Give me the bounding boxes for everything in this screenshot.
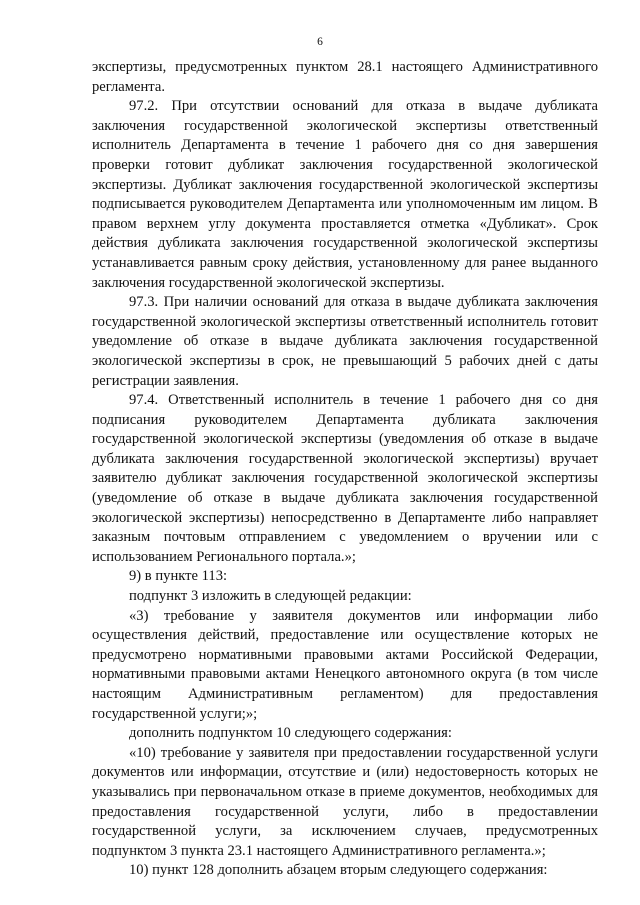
document-body (92, 58, 598, 881)
paragraph-subitem-10-text: «10) требование у заявителя при предоставлении государственной услуги документов или информации, отсутствие и (или) недостоверность которых не указывались при первоначальном отказе в приеме документов, необходимых для предоставления государственной услуги, либо в предоставлении государственной услуги, за исключением случаев, предусмотренных подпунктом 3 пункта 23.1 настоящего Административного регламента.»; (92, 744, 598, 859)
paragraph-97-3: 97.3. При наличии оснований для отказа в выдаче дубликата заключения государственной экологической экспертизы ответственный исполнитель готовит уведомление об отказе в выдаче дубликата заключения государственной экологической экспертизы в срок, не превышающий 5 рабочих дней с даты регистрации заявления. (92, 294, 598, 389)
page-number: 6 (317, 36, 323, 48)
paragraph-item-9: 9) в пункте 113: (129, 568, 228, 585)
paragraph-subitem-3-text: «3) требование у заявителя документов или информации либо осуществления действий, предоставление или осуществление которых не предусмотрено нормативными правовыми актами Российской Федерации, нормативными правовыми актами Ненецкого автономного округа (в том числе настоящим Административным регламентом) для предоставления государственной услуги;»; (92, 607, 598, 722)
paragraph-continuation: экспертизы, предусмотренных пунктом 28.1 настоящего Административного регламента. (92, 59, 598, 95)
paragraph-97-4: 97.4. Ответственный исполнитель в течение 1 рабочего дня со дня подписания руководителем Департамента дубликата заключения государственной экологической экспертизы (уведомления об отказе в выдаче дубликата заключения государственной экологической экспертизы) вручает заявителю дубликат заключения государственной экологической экспертизы (уведомление об отказе в выдаче дубликата заключения государственной экологической экспертизы) непосредственно в Департаменте либо направляет заказным почтовым отправлением с уведомлением о вручении или с использованием Регионального портала.»; (92, 392, 598, 565)
paragraph-subitem-10-intro: дополнить подпунктом 10 следующего содержания: (129, 725, 452, 742)
paragraph-item-10: 10) пункт 128 дополнить абзацем вторым следующего содержания: (129, 862, 548, 879)
paragraph-subitem-3-intro: подпункт 3 изложить в следующей редакции: (129, 588, 412, 605)
paragraph-97-2: 97.2. При отсутствии оснований для отказа в выдаче дубликата заключения государственной экологической экспертизы ответственный исполнитель Департамента в течение 1 рабочего дня со дня завершения проверки готовит дубликат заключения государственной экологической экспертизы. Дубликат заключения государственной экологической экспертизы подписывается руководителем Департамента или уполномоченным им лицом. В правом верхнем углу документа проставляется отметка «Дубликат». Срок действия дубликата заключения государственной экологической экспертизы устанавливается равным сроку действия, установленному для ранее выданного заключения государственной экологической экспертизы. (92, 98, 598, 291)
